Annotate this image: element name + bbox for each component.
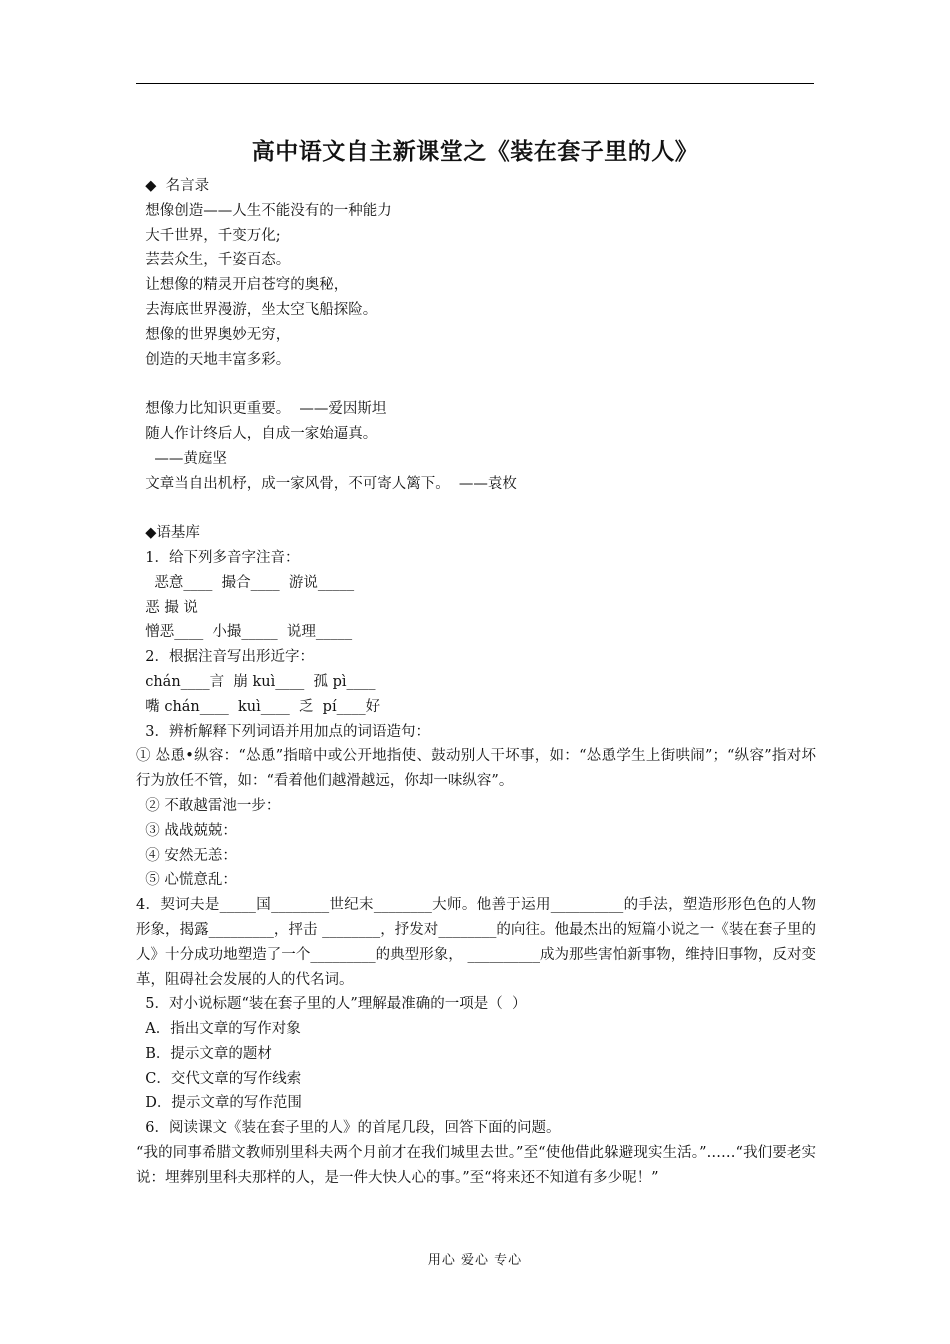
text-line: D．提示文章的写作范围 — [136, 1095, 302, 1112]
text-line — [136, 496, 816, 521]
text-line: ③ 战战兢兢： — [136, 822, 237, 839]
header-rule — [136, 83, 814, 84]
text-line: 文章当自出机杼，成一家风骨，不可寄人篱下。 ——袁枚 — [136, 475, 517, 492]
text-line: ◆ 名言录 — [136, 178, 210, 194]
text-line: ② 不敢越雷池一步： — [136, 797, 281, 814]
text-block-3 — [136, 992, 816, 1141]
text-line: 憎恶____ 小撮_____ 说理_____ — [136, 624, 353, 641]
text-line: 6．阅读课文《装在套子里的人》的首尾几段，回答下面的问题。 — [136, 1120, 561, 1137]
text-line: 大千世界，千变万化; — [136, 227, 281, 244]
paragraph-item4: 4．契诃夫是_____国________世纪末________大师。他善于运用__________的手法，塑造形形色色的人物形象，揭露_________，抨击 ________，抒发对________的向往。他最杰出的短篇小说之一《装在套子里的人》十分成功地塑造了一个_________的典型形象， __________成为那些害怕新事物，维持旧事物，反对变革，阻碍社会发展的人的代名词。 — [136, 897, 816, 988]
text-line: 想像力比知识更重要。 ——爱因斯坦 — [136, 401, 387, 418]
text-line: 恶 撮 说 — [136, 599, 198, 616]
text-line: 创造的天地丰富多彩。 — [136, 351, 291, 368]
page-footer: 用心 爱心 专心 — [427, 1253, 523, 1268]
text-line: chán____言 崩 kuì____ 孤 pì____ — [136, 673, 376, 690]
page-title: 高中语文自主新课堂之《装在套子里的人》 — [251, 139, 699, 165]
text-line: 3．辨析解释下列词语并用加点的词语造句： — [136, 723, 430, 740]
text-block-1 — [136, 174, 816, 744]
text-block-2 — [136, 794, 816, 893]
paragraph-item6: “我的同事希腊文教师别里科夫两个月前才在我们城里去世。”至“使他借此躲避现实生活。”……“我们要老实说：埋葬别里科夫那样的人，是一件大快人心的事。”至“将来还不知道有多少呢！” — [136, 1145, 816, 1186]
text-line: 嘴 chán____ kuì____ 乏 pí____好 — [136, 698, 381, 715]
text-line: 1．给下列多音字注音： — [136, 549, 300, 566]
text-line: C．交代文章的写作线索 — [136, 1070, 302, 1087]
text-line: ◆语基库 — [136, 525, 200, 542]
text-line: A．指出文章的写作对象 — [136, 1021, 301, 1038]
text-line: 去海底世界漫游，坐太空飞船探险。 — [136, 301, 378, 318]
text-line: 恶意____ 撮合____ 游说_____ — [136, 574, 355, 591]
text-line: 想像创造——人生不能没有的一种能力 — [136, 202, 392, 219]
text-line — [136, 372, 816, 397]
text-line: 芸芸众生，千姿百态。 — [136, 252, 291, 269]
text-line: ④ 安然无恙： — [136, 847, 237, 864]
document-body — [136, 174, 816, 1191]
text-line: ⑤ 心慌意乱： — [136, 872, 237, 889]
text-line: 随人作计终后人，自成一家始逼真。 — [136, 425, 378, 442]
text-line: ——黄庭坚 — [136, 450, 227, 467]
text-line: 5．对小说标题“装在套子里的人”理解最准确的一项是（ ） — [136, 996, 527, 1013]
text-line: 让想像的精灵开启苍穹的奥秘， — [136, 277, 349, 294]
text-line: B．提示文章的题材 — [136, 1045, 272, 1062]
paragraph-item3: ① 怂恿•纵容：“怂恿”指暗中或公开地指使、鼓动别人干坏事，如：“怂恿学生上街哄闹”；“纵容”指对坏行为放任不管，如：“看着他们越滑越远，你却一味纵容”。 — [136, 748, 816, 790]
text-line: 2．根据注音写出形近字： — [136, 649, 314, 666]
text-line: 想像的世界奥妙无穷， — [136, 326, 291, 343]
